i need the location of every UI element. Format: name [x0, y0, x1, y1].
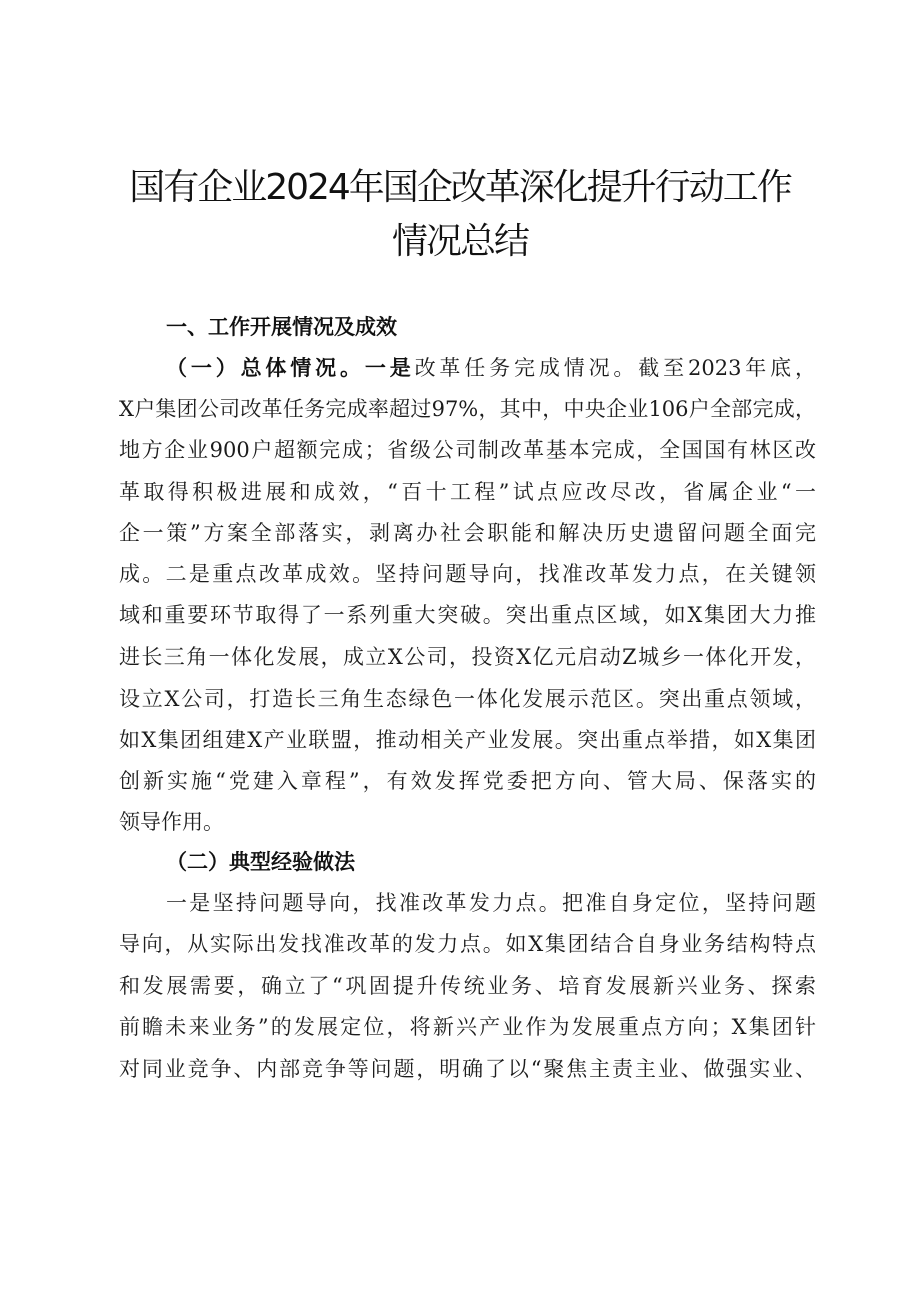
paragraph-line: 和发展需要，确立了“巩固提升传统业务、培育发展新兴业务、探索 [119, 974, 816, 998]
paragraph-line: 革取得积极进展和成效，“百十工程”试点应改尽改，省属企业“一 [119, 480, 816, 504]
paragraph-line: 一是坚持问题导向，找准改革发力点。把准自身定位，坚持问题 [166, 891, 816, 915]
lead-phrase: 一是 [364, 355, 415, 380]
paragraph-line: 前瞻未来业务”的发展定位，将新兴产业作为发展重点方向；X集团针 [119, 1015, 816, 1039]
section-heading-1: 一、工作开展情况及成效 [166, 314, 397, 339]
document-title-line-1: 国有企业2024年国企改革深化提升行动工作 [129, 167, 791, 208]
paragraph-line: 设立X公司，打造长三角生态绿色一体化发展示范区。突出重点领域， [119, 687, 816, 711]
paragraph-line: 对同业竞争、内部竞争等问题，明确了以“聚焦主责主业、做强实业、 [119, 1057, 816, 1081]
paragraph-line [166, 353, 816, 383]
paragraph-line: 地方企业900户超额完成；省级公司制改革基本完成，全国国有林区改 [119, 438, 816, 462]
document-title-line-2: 情况总结 [391, 221, 528, 262]
paragraph-line: 企一策”方案全部落实，剥离办社会职能和解决历史遗留问题全面完 [119, 521, 816, 545]
paragraph-line: 进长三角一体化发展，成立X公司，投资X亿元启动Z城乡一体化开发， [119, 645, 816, 669]
paragraph-line: 域和重要环节取得了一系列重大突破。突出重点区域，如X集团大力推 [119, 603, 816, 627]
paragraph-line: 导向，从实际出发找准改革的发力点。如X集团结合自身业务结构特点 [119, 932, 816, 956]
paragraph-text: 改革任务完成情况。截至2023年底， [414, 356, 817, 380]
subsection-heading-2: （二）典型经验做法 [166, 849, 355, 874]
paragraph-line: 领导作用。 [119, 810, 224, 834]
paragraph-line: X户集团公司改革任务完成率超过97%，其中，中央企业106户全部完成， [119, 397, 816, 421]
paragraph-line: 创新实施“党建入章程”，有效发挥党委把方向、管大局、保落实的 [119, 769, 816, 793]
paragraph-line: 如X集团组建X产业联盟，推动相关产业发展。突出重点举措，如X集团 [119, 728, 816, 752]
paragraph-line: 成。二是重点改革成效。坚持问题导向，找准改革发力点，在关键领 [119, 562, 816, 586]
subsection-heading-1: （一）总体情况。 [166, 355, 365, 380]
